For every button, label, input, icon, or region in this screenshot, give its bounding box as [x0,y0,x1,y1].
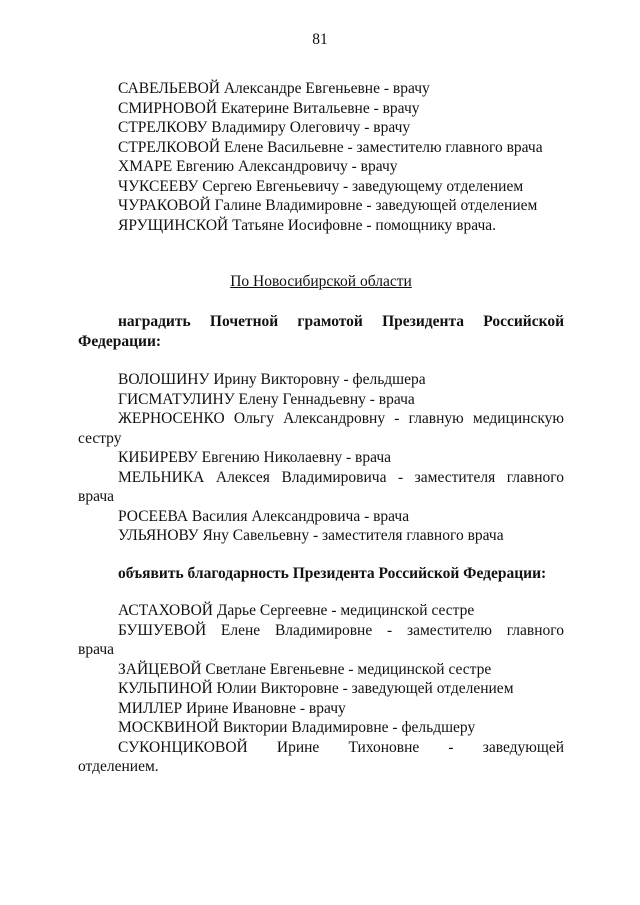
list-item: ЗАЙЦЕВОЙ Светлане Евгеньевне - медицинской сестре [118,660,492,678]
list-item: МОСКВИНОЙ Виктории Владимировне - фельдшеру [118,719,476,736]
list-item: МИЛЛЕР Ирине Ивановне - врачу [118,699,346,717]
awardee-list-2 [78,370,564,546]
list-item-continuation: сестру [78,429,122,447]
list-item: ХМАРЕ Евгению Александровичу - врачу [118,158,398,175]
list-item: КИБИРЕВУ Евгению Николаевну - врача [118,449,392,466]
gratitude-heading-block [78,564,564,584]
list-item: ЧУРАКОВОЙ Галине Владимировне - заведующей отделением [118,197,538,214]
list-item-continuation: врача [78,488,115,505]
list-item: ЖЕРНОСЕНКО Ольгу Александровну - главную медицинскую [118,410,564,427]
awardee-list-1 [78,79,564,235]
list-item: СМИРНОВОЙ Екатерине Витальевне - врачу [118,99,420,117]
list-item: ЯРУЩИНСКОЙ Татьяне Иосифовне - помощнику врача. [118,216,497,234]
award-heading [78,312,564,351]
list-item: МЕЛЬНИКА Алексея Владимировича - заместителя главного [118,468,564,486]
list-item: СТРЕЛКОВОЙ Елене Васильевне - заместителю главного врача [118,138,543,156]
list-item: СУКОНЦИКОВОЙ Ирине Тихоновне - заведующей [118,738,564,756]
list-item: СТРЕЛКОВУ Владимиру Олеговичу - врачу [118,119,411,136]
list-item: ЧУКСЕЕВУ Сергею Евгеньевичу - заведующему отделением [118,177,524,195]
page-number: 81 [312,31,328,48]
list-item: РОСЕЕВА Василия Александровича - врача [118,507,410,525]
region-heading-block [78,272,564,292]
list-item: КУЛЬПИНОЙ Юлии Викторовне - заведующей отделением [118,680,514,697]
list-item-continuation: отделением. [78,758,159,775]
awardee-list-3 [78,601,564,777]
list-item: УЛЬЯНОВУ Яну Савельевну - заместителя главного врача [118,527,504,544]
list-item: ВОЛОШИНУ Ирину Викторовну - фельдшера [118,371,426,388]
list-item: САВЕЛЬЕВОЙ Александре Евгеньевне - врачу [118,80,430,97]
list-item-continuation: врача [78,641,115,658]
list-item: ГИСМАТУЛИНУ Елену Геннадьевну - врача [118,390,415,408]
award-heading-line: наградить Почетной грамотой Президента Российской [118,313,564,330]
region-heading: По Новосибирской области [230,273,412,290]
list-item: АСТАХОВОЙ Дарье Сергеевне - медицинской сестре [118,602,475,619]
list-item: БУШУЕВОЙ Елене Владимировне - заместителю главного [118,621,564,639]
gratitude-heading: объявить благодарность Президента Российской Федерации: [118,565,547,582]
award-heading-line: Федерации: [78,332,162,350]
